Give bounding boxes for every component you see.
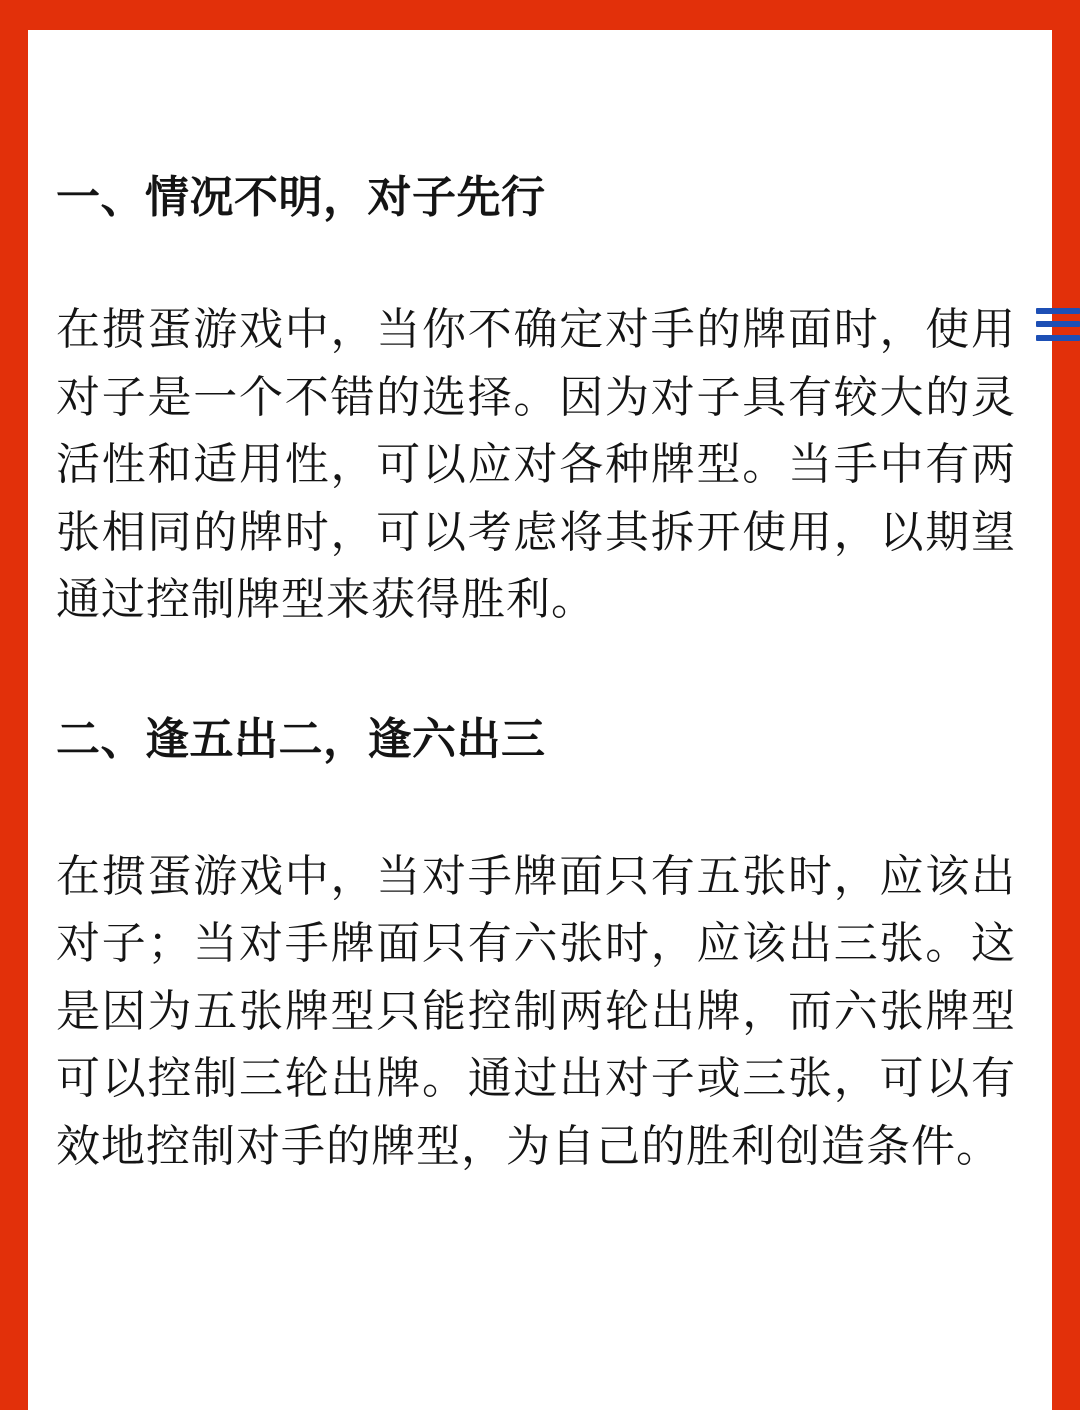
section-1-heading: 一、情况不明，对子先行 xyxy=(56,172,546,223)
section-2-heading: 二、逢五出二，逢六出三 xyxy=(56,713,546,765)
section-1-paragraph: 在掼蛋游戏中，当你不确定对手的牌面时，使用对子是一个不错的选择。因为对子具有较大的灵活性和适用性，可以应对各种牌型。当手中有两张相同的牌时，可以考虑将其拆开使用，以期望通过控制牌型来获得胜利。 xyxy=(56,304,1016,625)
section-2-paragraph: 在掼蛋游戏中，当对手牌面只有五张时，应该出对子；当对手牌面只有六张时，应该出三张。这是因为五张牌型只能控制两轮出牌，而六张牌型可以控制三轮出牌。通过出对子或三张，可以有效地控制对手的牌型，为自己的胜利创造条件。 xyxy=(56,850,1016,1172)
menu-icon-bar xyxy=(1036,321,1080,327)
article-card xyxy=(28,30,1052,1410)
menu-icon-bar xyxy=(1036,308,1080,314)
menu-icon[interactable] xyxy=(1036,308,1080,342)
article-content xyxy=(56,168,1016,1180)
menu-icon-bar xyxy=(1036,335,1080,341)
